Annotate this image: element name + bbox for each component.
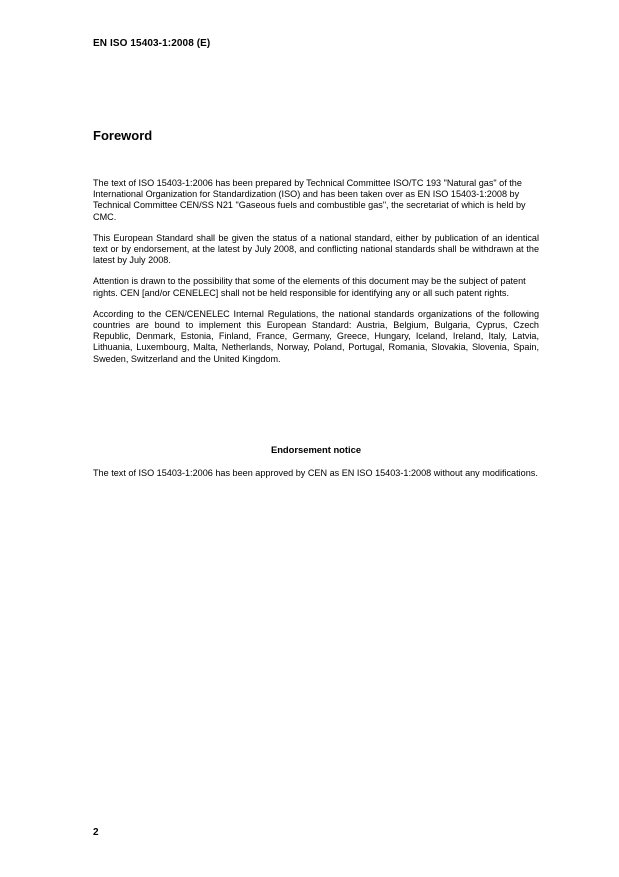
foreword-paragraph-2: This European Standard shall be given the status of a national standard, either by publication of an identical text or by endorsement, at the latest by July 2008, and conflicting national standards shall be withdrawn at the latest by July 2008.	[93, 232, 539, 266]
foreword-paragraph-3: Attention is drawn to the possibility that some of the elements of this document may be the subject of patent rights. CEN [and/or CENELEC] shall not be held responsible for identifying any or all such patent rights.	[93, 276, 526, 298]
page-number: 2	[93, 827, 99, 838]
foreword-paragraph-1: The text of ISO 15403-1:2006 has been prepared by Technical Committee ISO/TC 193 "Natural gas" of the International Organization for Standardization (ISO) and has been taken over as EN ISO 15403-1:2008 by Technical Committee CEN/SS N21 "Gaseous fuels and combustible gas", the secretariat of which is held by CMC.	[93, 178, 526, 222]
foreword-paragraph-4: According to the CEN/CENELEC Internal Regulations, the national standards organizations of the following countries are bound to implement this European Standard: Austria, Belgium, Bulgaria, Cyprus, Czech Republic, Denmark, Estonia, Finland, France, Germany, Greece, Hungary, Iceland, Ireland, Italy, Latvia, Lithuania, Luxembourg, Malta, Netherlands, Norway, Poland, Portugal, Romania, Slovakia, Slovenia, Spain, Sweden, Switzerland and the United Kingdom.	[93, 308, 539, 364]
foreword-heading: Foreword	[93, 128, 153, 143]
document-header: EN ISO 15403-1:2008 (E)	[93, 38, 211, 49]
foreword-body	[93, 178, 539, 375]
endorsement-heading: Endorsement notice	[270, 444, 362, 455]
endorsement-paragraph: The text of ISO 15403-1:2006 has been approved by CEN as EN ISO 15403-1:2008 without any modifications.	[93, 468, 538, 478]
